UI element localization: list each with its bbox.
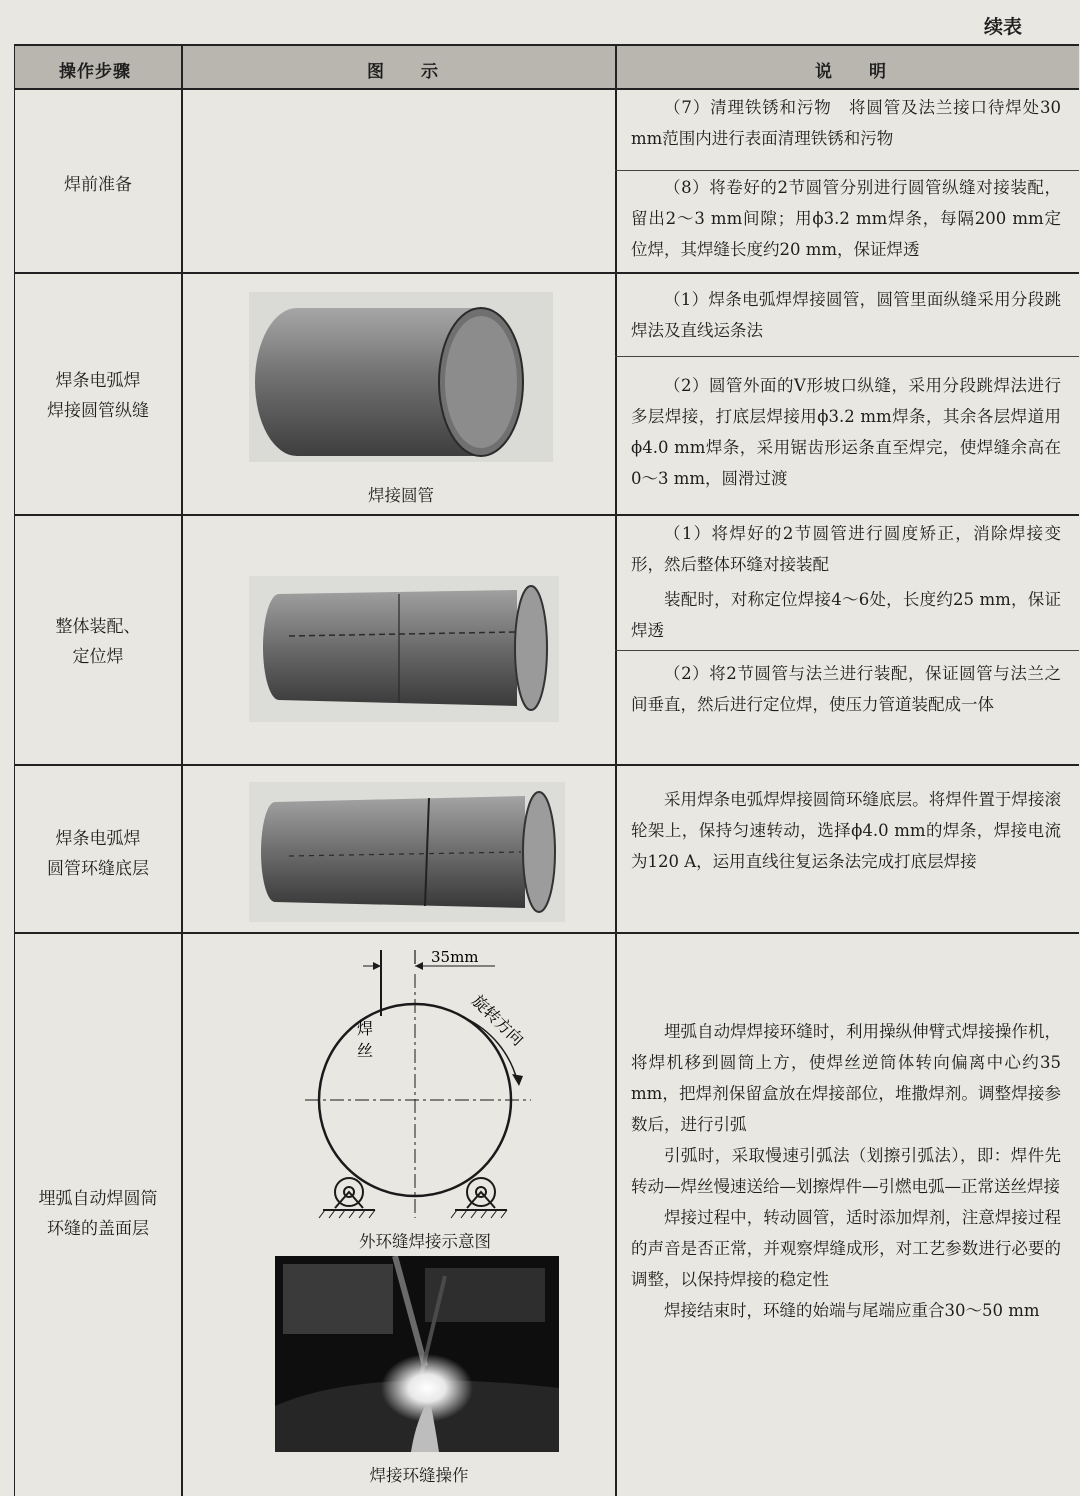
- row-2-desc-1: （1）焊条电弧焊焊接圆管，圆管里面纵缝采用分段跳焊法及直线运条法: [631, 290, 1061, 340]
- wire-label-1: 焊: [357, 1019, 374, 1038]
- row-1-desc-1: （7）清理铁锈和污物 将圆管及法兰接口待焊处30 mm范围内进行表面清理铁锈和污物: [631, 98, 1061, 148]
- sub-divider: [615, 356, 1079, 357]
- row-5-desc: 埋弧自动焊焊接环缝时，利用操纵伸臂式焊接操作机，将焊机移到圆筒上方，使焊丝逆筒体转向偏离中心约35 mm，把焊剂保留盒放在焊接部位，堆撒焊剂。调整焊接参数后，进行引弧 引弧时，采取慢速引弧法（划擦引弧法），即：焊件先转动—焊丝慢速送给—划擦焊件—引燃电弧—正常送丝焊接 焊接过程中，转动圆管，适时添加焊剂，注意焊接过程的声音是否正常，并观察焊缝成形，对工艺参数进行必要的调整，以保持焊接的稳定性 焊接结束时，环缝的始端与尾端应重合30～50 mm: [631, 1022, 1061, 1320]
- wire-label-2: 丝: [357, 1041, 374, 1060]
- row-divider: [15, 514, 1079, 516]
- sub-divider: [615, 650, 1079, 651]
- table-header: [15, 44, 1079, 90]
- row-3-desc-3: （2）将2节圆管与法兰进行装配，保证圆管与法兰之间垂直，然后进行定位焊，使压力管道装配成一体: [631, 664, 1061, 714]
- photo-caption: 焊接环缝操作: [369, 1466, 469, 1485]
- welded-pipe-caption: 焊接圆管: [368, 486, 434, 505]
- row-3-desc-2: 装配时，对称定位焊接4～6处，长度约25 mm，保证焊透: [631, 590, 1061, 640]
- row-1-step: 焊前准备: [64, 175, 132, 195]
- column-divider: [181, 44, 183, 1496]
- dimension-label: 35mm: [431, 948, 479, 966]
- assembled-pipe-photo: [249, 576, 559, 722]
- diagram-caption: 外环缝焊接示意图: [359, 1232, 491, 1251]
- circumferential-weld-photo: [249, 782, 565, 922]
- row-5-step: 埋弧自动焊圆筒 环缝的盖面层: [38, 1189, 158, 1239]
- row-2-desc-2: （2）圆管外面的V形坡口纵缝，采用分段跳焊法进行多层焊接，打底层焊接用ϕ3.2 mm焊条，其余各层焊道用ϕ4.0 mm焊条，采用锯齿形运条直至焊完，使焊缝余高在0～3 mm，圆滑过渡: [631, 376, 1061, 488]
- row-divider: [15, 932, 1079, 934]
- row-4-step: 焊条电弧焊 圆管环缝底层: [47, 829, 149, 879]
- column-divider: [615, 44, 617, 1496]
- header-figure: 图 示: [367, 62, 439, 82]
- sub-divider: [615, 170, 1079, 171]
- row-4-desc: 采用焊条电弧焊焊接圆筒环缝底层。将焊件置于焊接滚轮架上，保持匀速转动，选择ϕ4.0 mm的焊条，焊接电流为120 A，运用直线往复运条法完成打底层焊接: [631, 790, 1061, 871]
- row-1-desc-2: （8）将卷好的2节圆管分别进行圆管纵缝对接装配，留出2～3 mm间隙；用ϕ3.2 mm焊条，每隔200 mm定位焊，其焊缝长度约20 mm，保证焊透: [631, 178, 1061, 259]
- seam-welding-photo: [275, 1256, 559, 1452]
- header-step: 操作步骤: [59, 62, 131, 82]
- continued-label: 续表: [983, 16, 1022, 38]
- outer-seam-diagram: [305, 944, 565, 1234]
- row-divider: [15, 764, 1079, 766]
- row-3-desc-1: （1）将焊好的2节圆管进行圆度矫正，消除焊接变形，然后整体环缝对接装配: [631, 524, 1061, 574]
- rotation-label: 旋转方向: [468, 991, 528, 1050]
- row-divider: [15, 272, 1079, 274]
- process-table: [14, 44, 1079, 1496]
- header-description: 说 明: [815, 62, 887, 82]
- row-3-step: 整体装配、 定位焊: [55, 617, 141, 667]
- row-2-step: 焊条电弧焊 焊接圆管纵缝: [47, 371, 149, 421]
- welded-pipe-photo: [249, 292, 553, 462]
